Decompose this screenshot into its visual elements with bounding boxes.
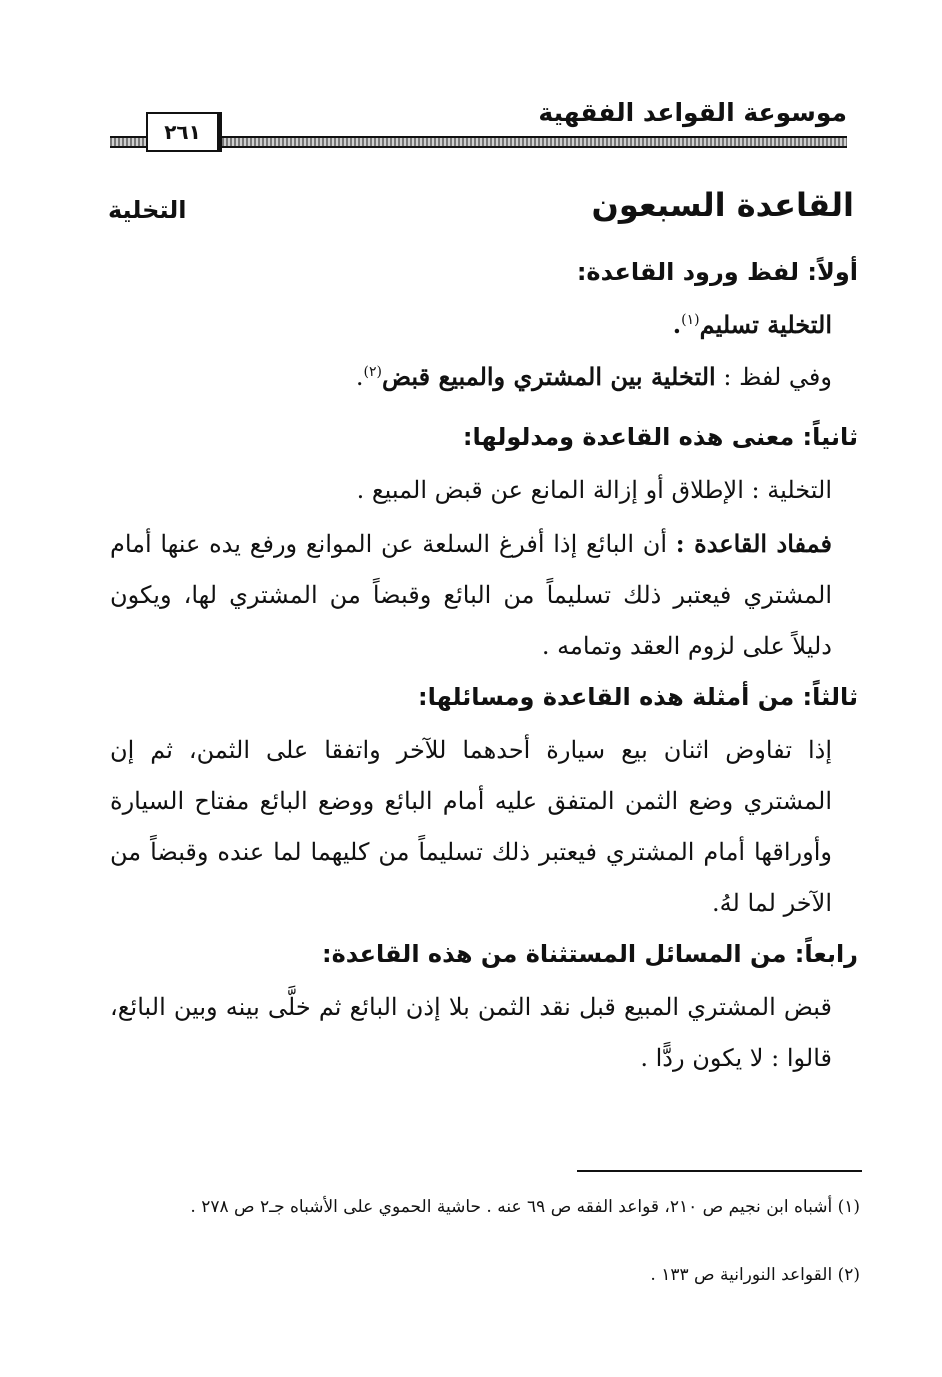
rule-wording-1-text: التخلية تسليم [699,310,832,339]
definition-paragraph: التخلية : الإطلاق أو إزالة المانع عن قبض المبيع . [356,476,832,504]
footnote-ref-1[interactable]: (١) [681,312,700,328]
section-heading-3: ثالثاً: من أمثلة هذه القاعدة ومسائلها: [417,683,858,711]
rule-wording-2-prefix: وفي لفظ : [715,363,832,391]
rule-heading: القاعدة السبعون [591,186,854,224]
page-number: ٢٦١ [146,112,222,152]
rule-keyword: التخلية [108,196,187,224]
exception-paragraph: قبض المشتري المبيع قبل نقد الثمن بلا إذن البائع ثم خلَّى بينه وبين البائع، قالوا : لا يكون ردًّا . [110,993,832,1072]
footnote-1: (١) أشباه ابن نجيم ص ٢١٠، قواعد الفقه ص ٦٩ عنه . حاشية الحموي على الأشباه جـ٢ ص ٢٧٨ . [190,1197,860,1217]
section-heading-4: رابعاً: من المسائل المستثناة من هذه القاعدة: [322,940,858,968]
rule-wording-2 [356,362,832,391]
footnote-2: (٢) القواعد النورانية ص ١٣٣ . [650,1265,860,1285]
meaning-text: أن البائع إذا أفرغ السلعة عن الموانع ورفع يده عنها أمام المشتري فيعتبر ذلك تسليماً من البائع وقبضاً من المشتري لها، ويكون دليلاً على لزوم العقد وتمامه . [110,530,832,660]
section-heading-1: أولاً: لفظ ورود القاعدة: [576,258,858,286]
rule-wording-1 [673,310,832,339]
rule-wording-1-end: . [672,310,682,339]
footnote-separator [577,1170,862,1172]
page-header [110,98,847,154]
footnote-ref-2[interactable]: (٢) [363,364,382,380]
rule-wording-2-end: . [355,363,364,391]
book-title: موسوعة القواعد الفقهية [538,98,847,127]
meaning-paragraph [110,518,832,672]
section-heading-2: ثانياً: معنى هذه القاعدة ومدلولها: [462,423,858,451]
rule-wording-2-text: التخلية بين المشتري والمبيع قبض [381,362,716,391]
meaning-label: فمفاد القاعدة : [675,529,832,558]
example-paragraph: إذا تفاوض اثنان بيع سيارة أحدهما للآخر واتفقا على الثمن، ثم إن المشتري وضع الثمن المتفق عليه أمام البائع ووضع البائع مفتاح السيارة وأوراقها أمام المشتري فيعتبر ذلك تسليماً من كليهما لما عنده وقبضاً من الآخر لما لهُ. [110,736,832,917]
